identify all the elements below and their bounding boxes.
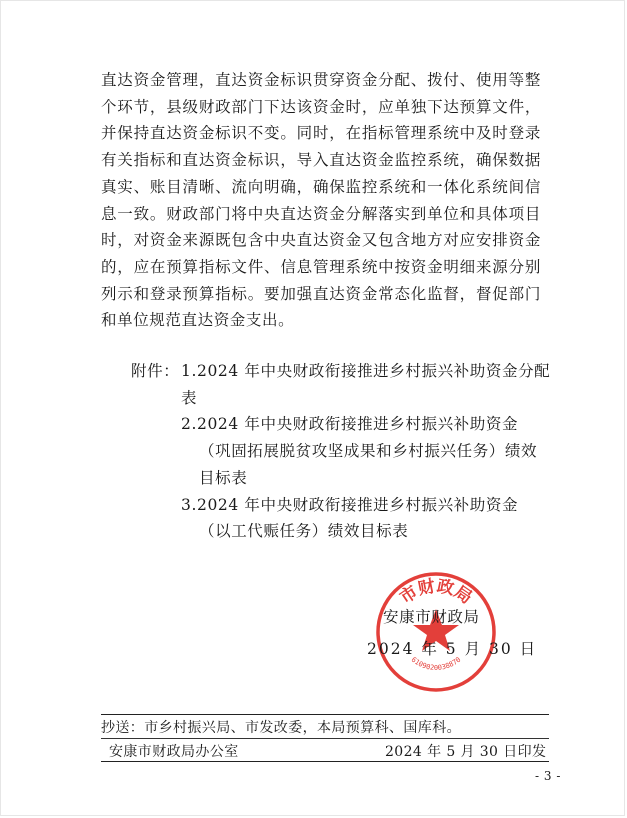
footer-bottom-rule xyxy=(101,761,549,762)
attachment-item-1 xyxy=(181,358,561,411)
attachment-title: 2024 年中央财政衔接推进乡村振兴补助资金分配表 xyxy=(181,362,551,407)
seal-top-text: 市财政局 xyxy=(396,576,476,609)
attachment-title-continued: （以工代赈任务）绩效目标表 xyxy=(199,522,409,541)
official-seal-stamp xyxy=(371,567,501,697)
seal-code-text: 6109020038870 xyxy=(409,655,463,672)
signature-date: 2024 年 5 月 30 日 xyxy=(367,640,538,658)
print-date: 2024 年 5 月 30 日印发 xyxy=(385,744,547,760)
cc-recipients: 抄送：市乡村振兴局、市发改委，本局预算科、国库科。 xyxy=(101,720,461,736)
issuer-name: 安康市财政局 xyxy=(383,608,480,626)
page-number: - 3 - xyxy=(535,769,561,783)
attachment-title-continued: （巩固拓展脱贫攻坚成果和乡村振兴任务）绩效 xyxy=(199,442,538,461)
footer-top-rule xyxy=(101,714,549,715)
attachment-item-3 xyxy=(181,492,561,545)
attachment-title-continued: 目标表 xyxy=(199,468,248,487)
issuing-office: 安康市财政局办公室 xyxy=(109,744,239,760)
attachment-number: 2. xyxy=(181,415,197,434)
attachments-list xyxy=(181,358,561,545)
body-paragraph: 直达资金管理，直达资金标识贯穿资金分配、拨付、使用等整个环节，县级财政部门下达该资金时，应单独下达预算文件，并保持直达资金标识不变。同时，在指标管理系统中及时登录有关指标和直达资金标识，导入直达资金监控系统，确保数据真实、账目清晰、流向明确，确保监控系统和一体化系统间信息一致。财政部门将中央直达资金分解落实到单位和具体项目时，对资金来源既包含中央直达资金又包含地方对应安排资金的，应在预算指标文件、信息管理系统中按资金明细来源分别列示和登录预算指标。要加强直达资金常态化监督，督促部门和单位规范直达资金支出。 xyxy=(101,71,541,330)
attachment-title: 2024 年中央财政衔接推进乡村振兴补助资金 xyxy=(197,415,519,434)
attachment-item-2 xyxy=(181,411,561,491)
footer-middle-rule xyxy=(101,738,549,739)
attachment-title: 2024 年中央财政衔接推进乡村振兴补助资金 xyxy=(197,495,519,514)
attachment-number: 1. xyxy=(181,362,197,380)
attachments-label: 附件： xyxy=(131,362,180,380)
attachment-number: 3. xyxy=(181,495,197,514)
